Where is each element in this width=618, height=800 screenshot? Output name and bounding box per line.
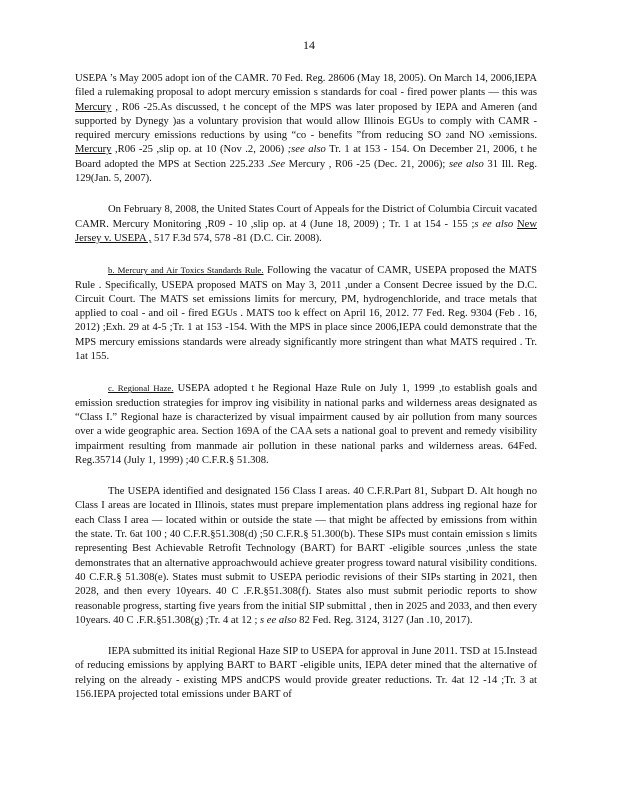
text: Following the vacatur of CAMR, USEPA proposed the MATS Rule . Specifically, USEPA proposed MATS on May 3, 2011 ,under a Consent Decree issued by the D.C. Circuit Court. The MATS set emissions limits for mercury, PM, hydrogenchloride, and trace metals that applied to coal - and oil - fired EGUs . MATS too k effect on April 16, 2012. 77 Fed. Reg. 9304 (Feb . 16, 2012) ;Exh. 29 at 4-5 ;Tr. 1 at 153 -154. With the MPS in place since 2006,IEPA could demonstrate that the MPS mercury emissions standards were already significantly more stringent than what MATS required . Tr. 1at 155. xyxy=(75,265,537,363)
paragraph-iepa-sip xyxy=(75,645,537,702)
text: On February 8, 2008, the United States Court of Appeals for the District of Columbia Circuit vacated CAMR. Mercury Monitoring ,R09 - 10 ,slip op. at 4 (June 18, 2009) ; Tr. 1 at 154 - 155 ; xyxy=(75,204,537,230)
document-body xyxy=(75,72,537,719)
text: and NO xyxy=(449,130,489,142)
subscript: 2 xyxy=(445,131,450,141)
subscript: x xyxy=(488,131,493,141)
text: 517 F.3d 574, 578 -81 (D.C. Cir. 2008). xyxy=(151,232,322,244)
text: IEPA submitted its initial Regional Haze SIP to USEPA for approval in June 2011. TSD at 15.Instead of reducing emissions by applying BART to BART -eligible units, IEPA deter mined that the alternative of relying on the already - existing MPS andCPS would provide greater reductions. Tr. 4at 12 -14 ;Tr. 3 at 156.IEPA projected total emissions under BART of xyxy=(75,646,537,700)
paragraph-regional-haze xyxy=(75,381,537,468)
section-heading: c. Regional Haze. xyxy=(108,383,174,394)
case-name: Mercury xyxy=(75,101,112,113)
page-number: 14 xyxy=(303,38,315,52)
signal: s ee also xyxy=(257,614,297,626)
signal: ;see also xyxy=(287,144,326,156)
text: USEPA ’s May 2005 adopt ion of the CAMR. 70 Fed. Reg. 28606 (May 18, 2005). On March 14, 2006,IEPA filed a rulemaking proposal to adopt mercury emission s standards for coal - fired power plants — this was xyxy=(75,73,537,99)
case-name: Mercury xyxy=(75,144,112,156)
text: USEPA adopted t he Regional Haze Rule on July 1, 1999 ,to establish goals and emission sreduction strategies for improv ing visibility in national parks and wilderness areas designated as “Class I.” Regional haze is characterized by visual impairment caused by air pollution from many sources over a wide geographic area. Section 169A of the CAA sets a national goal to prevent and remedy visibility impairment resulting from manmade air pollution in these national parks and wilderness areas. 64Fed. Reg.35714 (July 1, 1999) ;40 C.F.R.§ 51.308. xyxy=(75,383,537,466)
text: ,R06 -25 ,slip op. at 10 (Nov .2, 2006) xyxy=(111,144,288,156)
paragraph-mats xyxy=(75,263,537,364)
section-heading: b. Mercury and Air Toxics Standards Rule. xyxy=(108,265,264,276)
paragraph-camr-vacated xyxy=(75,203,537,246)
text: 82 Fed. Reg. 3124, 3127 (Jan .10, 2017). xyxy=(296,614,473,626)
paragraph-class-i-areas xyxy=(75,485,537,628)
case-name: New Jersey v. USEPA , xyxy=(75,218,537,244)
signal: see also xyxy=(448,158,484,170)
text: , R06 -25.As discussed, t he concept of the MPS was later proposed by IEPA and Ameren (and supported by Dynegy )as a voluntary provision that would allow Illinois EGUs to comply with CAMR - required mercury emissions reductions by using “co - benefits ”from reducing SO xyxy=(75,101,537,142)
signal: s ee also xyxy=(474,218,514,230)
text: The USEPA identified and designated 156 Class I areas. 40 C.F.R.Part 81, Subpart D. Alt hough no Class I areas are located in Illinois, states must prepare implementation plans address ing regional haze for each Class I area — located within or outside the state — that might be affected by emissions from within the state. Tr. 6at 100 ; 40 C.F.R.§51.308(d) ;50 C.F.R.§ 51.300(b). These SIPs must contain emission s limits representing Best Achievable Retrofit Technology (BART) for BART -eligible sources ,unless the state demonstrates that an alternative approachwould achieve greater progress toward natural visibility conditions. 40 C.F.R.§ 51.308(e). States must submit to USEPA periodic revisions of their SIPs starting in 2021, then 2028, and then every 10years. 40 C .F.R.§51.308(f). States also must submit periodic reports to show reasonable progress, starting five years from the initial SIP submittal , then in 2025 and 2033, and then every 10years. 40 C .F.R.§51.308(g) ;Tr. 4 at 12 ; xyxy=(75,486,537,626)
text: 31 Ill. Reg. 129(Jan. 5, 2007). xyxy=(75,158,537,185)
text: Tr. 1 at 153 - 154. On December 21, 2006, t he Board adopted the MPS at Section 225.233 . xyxy=(75,144,537,170)
text: emissions. xyxy=(492,130,537,142)
text: Mercury , R06 -25 (Dec. 21, 2006); xyxy=(285,158,449,170)
paragraph-camr-mps xyxy=(75,72,537,186)
signal: See xyxy=(270,158,286,170)
